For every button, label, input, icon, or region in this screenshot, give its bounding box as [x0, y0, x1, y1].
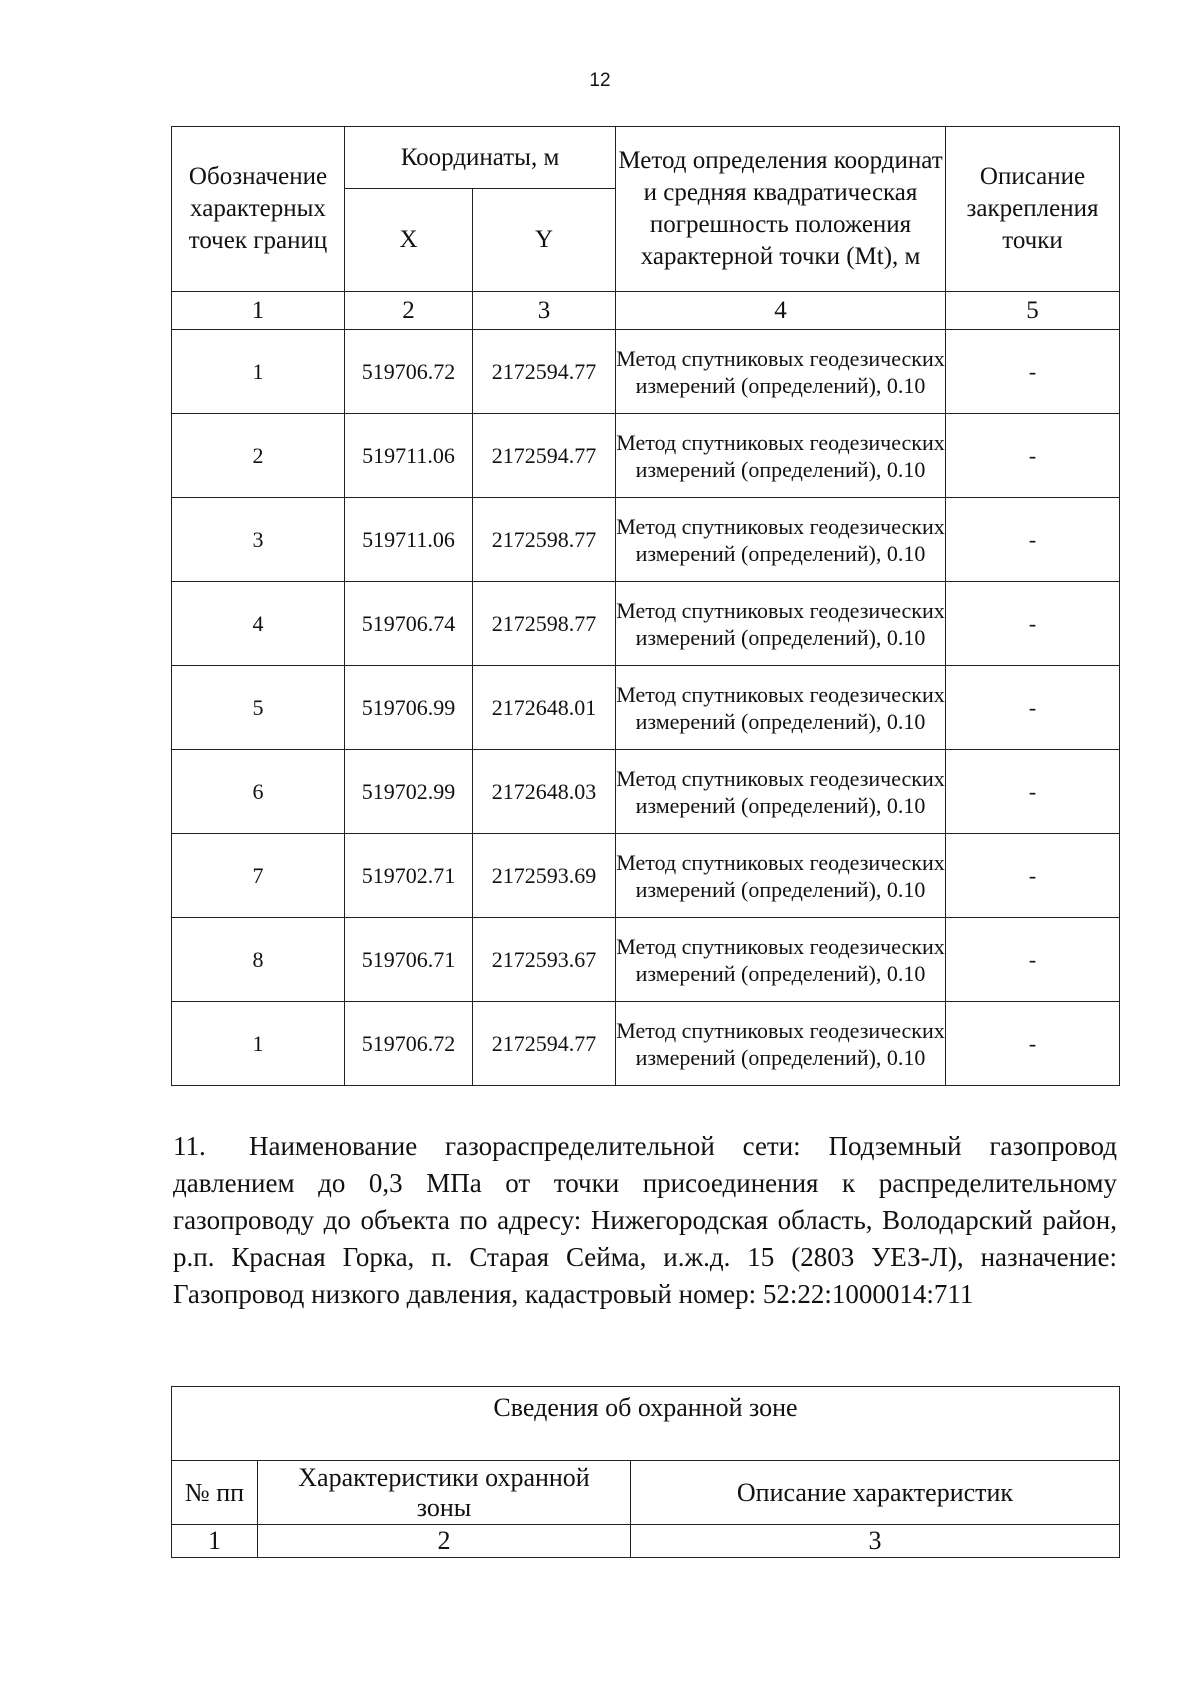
- method-description: Метод спутниковых геодезических измерений (определений), 0.10: [616, 750, 946, 834]
- point-id: 2: [172, 414, 345, 498]
- header-designation: Обозначение характерных точек границ: [172, 127, 345, 292]
- point-id: 1: [172, 330, 345, 414]
- table-row: [172, 1002, 1120, 1086]
- y-coordinate: 2172594.77: [473, 330, 616, 414]
- fixing-description: -: [946, 582, 1120, 666]
- table-row: [172, 834, 1120, 918]
- column-number: 4: [616, 292, 946, 330]
- table-row: [172, 750, 1120, 834]
- point-id: 5: [172, 666, 345, 750]
- fixing-description: -: [946, 498, 1120, 582]
- x-coordinate: 519706.72: [345, 330, 473, 414]
- column-number: 3: [631, 1525, 1120, 1558]
- method-description: Метод спутниковых геодезических измерений (определений), 0.10: [616, 666, 946, 750]
- y-coordinate: 2172594.77: [473, 1002, 616, 1086]
- column-number: 5: [946, 292, 1120, 330]
- header-coordinates: Координаты, м: [345, 127, 616, 189]
- y-coordinate: 2172593.69: [473, 834, 616, 918]
- method-description: Метод спутниковых геодезических измерений (определений), 0.10: [616, 1002, 946, 1086]
- point-id: 1: [172, 1002, 345, 1086]
- fixing-description: -: [946, 834, 1120, 918]
- column-number: 1: [172, 292, 345, 330]
- column-number: 2: [345, 292, 473, 330]
- header-num: № пп: [172, 1461, 258, 1525]
- zone-table-title: Сведения об охранной зоне: [172, 1387, 1120, 1461]
- table-row: [172, 414, 1120, 498]
- point-id: 8: [172, 918, 345, 1002]
- x-coordinate: 519706.99: [345, 666, 473, 750]
- header-y: Y: [473, 189, 616, 292]
- method-description: Метод спутниковых геодезических измерений (определений), 0.10: [616, 582, 946, 666]
- x-coordinate: 519711.06: [345, 414, 473, 498]
- x-coordinate: 519702.99: [345, 750, 473, 834]
- fixing-description: -: [946, 414, 1120, 498]
- method-description: Метод спутниковых геодезических измерений (определений), 0.10: [616, 330, 946, 414]
- point-id: 7: [172, 834, 345, 918]
- fixing-description: -: [946, 330, 1120, 414]
- table-row: [172, 666, 1120, 750]
- coordinates-table: [171, 126, 1120, 1086]
- fixing-description: -: [946, 750, 1120, 834]
- y-coordinate: 2172648.01: [473, 666, 616, 750]
- protection-zone-table: [171, 1386, 1120, 1558]
- x-coordinate: 519706.71: [345, 918, 473, 1002]
- table-row: [172, 330, 1120, 414]
- table-row: [172, 498, 1120, 582]
- point-id: 6: [172, 750, 345, 834]
- point-id: 3: [172, 498, 345, 582]
- table-row: [172, 918, 1120, 1002]
- page-number: 12: [589, 70, 611, 91]
- y-coordinate: 2172594.77: [473, 414, 616, 498]
- fixing-description: -: [946, 1002, 1120, 1086]
- section-text: Наименование газораспределительной сети: Подземный газопровод давлением до 0,3 МПа от точки присоединения к распределительному газопроводу до объекта по адресу: Нижегородская область, Володарский район, р.п. Красная Горка, п. Старая Сейма, и.ж.д. 15 (2803 УЕЗ-Л), назначение: Газопровод низкого давления, кадастровый номер: 52:22:1000014:711: [173, 1131, 1117, 1309]
- y-coordinate: 2172598.77: [473, 582, 616, 666]
- x-coordinate: 519706.74: [345, 582, 473, 666]
- column-number: 1: [172, 1525, 258, 1558]
- y-coordinate: 2172598.77: [473, 498, 616, 582]
- fixing-description: -: [946, 666, 1120, 750]
- point-id: 4: [172, 582, 345, 666]
- method-description: Метод спутниковых геодезических измерений (определений), 0.10: [616, 834, 946, 918]
- section-number: 11.: [173, 1131, 206, 1161]
- header-method: Метод определения координат и средняя квадратическая погрешность положения характерной точки (Mt), м: [616, 127, 946, 292]
- fixing-description: -: [946, 918, 1120, 1002]
- header-description: Описание характеристик: [631, 1461, 1120, 1525]
- y-coordinate: 2172593.67: [473, 918, 616, 1002]
- x-coordinate: 519706.72: [345, 1002, 473, 1086]
- header-x: X: [345, 189, 473, 292]
- y-coordinate: 2172648.03: [473, 750, 616, 834]
- column-number: 3: [473, 292, 616, 330]
- column-number: 2: [258, 1525, 631, 1558]
- header-fixing: Описание закрепления точки: [946, 127, 1120, 292]
- section-paragraph: [173, 1128, 1117, 1313]
- header-characteristics: Характеристики охранной зоны: [258, 1461, 631, 1525]
- table-row: [172, 582, 1120, 666]
- method-description: Метод спутниковых геодезических измерений (определений), 0.10: [616, 498, 946, 582]
- method-description: Метод спутниковых геодезических измерений (определений), 0.10: [616, 414, 946, 498]
- method-description: Метод спутниковых геодезических измерений (определений), 0.10: [616, 918, 946, 1002]
- x-coordinate: 519702.71: [345, 834, 473, 918]
- x-coordinate: 519711.06: [345, 498, 473, 582]
